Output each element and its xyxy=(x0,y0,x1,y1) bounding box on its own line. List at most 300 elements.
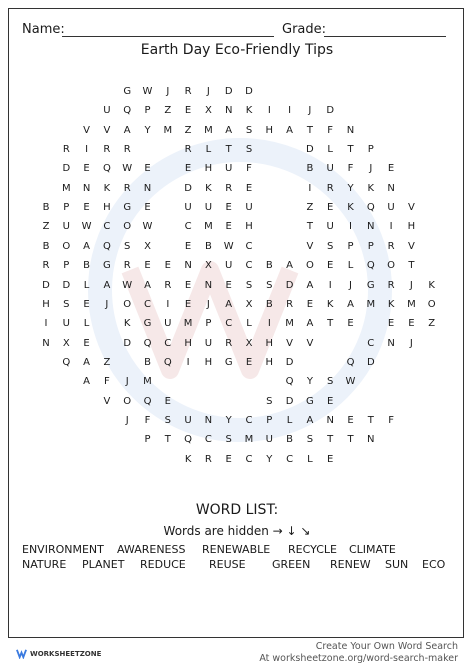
grid-letter[interactable]: V xyxy=(306,337,314,349)
grid-letter[interactable]: F xyxy=(104,376,110,388)
grid-letter[interactable]: A xyxy=(123,124,131,136)
footer-line-1: Create Your Own Word Search xyxy=(315,641,458,652)
grid-letter[interactable]: R xyxy=(286,298,294,310)
grid-letter[interactable]: H xyxy=(265,356,274,368)
grid-letter[interactable]: L xyxy=(205,144,212,156)
word-list-row xyxy=(22,543,452,558)
grid-letter[interactable]: C xyxy=(245,414,253,426)
grid-letter[interactable]: C xyxy=(103,221,111,233)
grid-letter[interactable]: K xyxy=(123,318,131,330)
worksheetzone-logo[interactable] xyxy=(16,648,101,659)
grid-letter[interactable]: F xyxy=(246,163,252,175)
grid-letter[interactable]: H xyxy=(245,221,253,233)
grid-letter[interactable]: G xyxy=(224,356,233,368)
grid-letter[interactable]: G xyxy=(143,318,152,330)
grid-letter[interactable]: N xyxy=(42,337,50,349)
grid-letter[interactable]: G xyxy=(103,260,111,272)
grid-letter[interactable]: U xyxy=(245,202,253,214)
grid-letter[interactable]: B xyxy=(144,356,151,368)
grid-letter[interactable]: E xyxy=(387,163,395,175)
grid-letter[interactable]: L xyxy=(83,279,90,291)
grid-letter[interactable]: R xyxy=(103,144,111,156)
grid-letter[interactable]: P xyxy=(144,434,151,446)
grid-letter[interactable]: F xyxy=(327,124,334,136)
grid-letter[interactable]: K xyxy=(367,182,375,194)
grid-letter[interactable]: S xyxy=(245,124,253,136)
grid-letter[interactable]: N xyxy=(326,414,334,426)
directions-note: Words are hidden → ↓ ↘ xyxy=(163,524,311,538)
grid-letter[interactable]: A xyxy=(306,414,314,426)
grid-letter[interactable]: T xyxy=(327,434,334,446)
grid-letter[interactable]: V xyxy=(103,395,111,407)
grid-letter[interactable]: R xyxy=(184,86,192,97)
grid-letter[interactable]: L xyxy=(327,144,333,156)
grid-letter[interactable]: O xyxy=(123,298,132,310)
grid-letter[interactable]: D xyxy=(184,182,192,194)
grid-letter[interactable]: A xyxy=(103,279,111,291)
grid-letter[interactable]: Z xyxy=(184,124,192,136)
grid-letter[interactable]: M xyxy=(204,221,213,233)
grid-letter[interactable]: T xyxy=(347,144,354,156)
grid-letter[interactable]: F xyxy=(347,163,354,175)
grid-letter[interactable]: E xyxy=(245,182,253,194)
grid-letter[interactable]: Q xyxy=(184,434,193,446)
grid-letter[interactable]: P xyxy=(367,240,374,252)
grid-letter[interactable]: O xyxy=(305,260,314,272)
grid-letter[interactable]: S xyxy=(327,240,334,252)
grid-letter[interactable]: D xyxy=(285,356,294,368)
grid-letter[interactable]: F xyxy=(144,414,151,426)
grid-letter[interactable]: U xyxy=(103,105,111,117)
grid-letter[interactable]: E xyxy=(83,202,90,214)
grid-letter[interactable]: M xyxy=(183,318,193,330)
grid-letter[interactable]: Q xyxy=(285,376,294,388)
grid-letter[interactable]: H xyxy=(103,202,111,214)
grid-letter[interactable]: M xyxy=(244,434,254,446)
grid-letter[interactable]: H xyxy=(204,356,213,368)
grid-letter[interactable]: W xyxy=(122,163,133,175)
grid-letter[interactable]: U xyxy=(225,163,233,175)
grid-letter[interactable]: E xyxy=(184,105,192,117)
grid-letter[interactable]: K xyxy=(184,453,192,465)
grid-letter[interactable]: J xyxy=(166,86,170,97)
grid-letter[interactable]: C xyxy=(367,337,375,349)
grid-letter[interactable]: D xyxy=(245,86,253,97)
grid-letter[interactable]: E xyxy=(164,395,171,407)
grid-letter[interactable]: J xyxy=(206,86,210,97)
grid-letter[interactable]: S xyxy=(164,414,171,426)
grid-letter[interactable]: C xyxy=(144,298,151,310)
grid-letter[interactable]: E xyxy=(408,318,415,330)
grid-letter[interactable]: U xyxy=(62,221,70,233)
grid-letter[interactable]: U xyxy=(184,202,192,214)
word-list-item: RENEWABLE xyxy=(202,543,271,556)
grid-letter[interactable]: U xyxy=(204,337,213,349)
grid-letter[interactable]: G xyxy=(366,279,375,291)
grid-letter[interactable]: I xyxy=(328,279,332,291)
grid-letter[interactable]: V xyxy=(103,124,111,136)
grid-letter[interactable]: Q xyxy=(163,356,172,368)
grid-letter[interactable]: X xyxy=(245,298,253,310)
word-list xyxy=(22,543,452,573)
grid-letter[interactable]: Q xyxy=(102,240,111,252)
grid-letter[interactable]: C xyxy=(184,221,192,233)
grid-letter[interactable]: S xyxy=(266,279,273,291)
grid-letter[interactable]: M xyxy=(163,124,173,136)
grid-letter[interactable]: E xyxy=(83,163,90,175)
grid-letter[interactable]: T xyxy=(306,124,313,136)
grid-letter[interactable]: N xyxy=(224,105,233,117)
grid-letter[interactable]: N xyxy=(367,221,375,233)
grid-letter[interactable]: Z xyxy=(428,318,436,330)
grid-letter[interactable]: S xyxy=(306,434,314,446)
grid-letter[interactable]: E xyxy=(184,163,192,175)
word-list-item: PLANET xyxy=(82,558,125,571)
grid-letter[interactable]: O xyxy=(123,221,132,233)
grid-letter[interactable]: Q xyxy=(366,202,375,214)
grid-letter[interactable]: Z xyxy=(42,221,50,233)
grid-letter[interactable]: L xyxy=(286,414,293,426)
grid-letter[interactable]: D xyxy=(123,337,132,349)
grid-letter[interactable]: E xyxy=(164,260,171,272)
grid-letter[interactable]: M xyxy=(204,124,213,136)
grid-letter[interactable]: G xyxy=(306,395,314,407)
grid-letter[interactable]: J xyxy=(105,298,109,310)
grid-letter[interactable]: C xyxy=(245,453,253,465)
grid-letter[interactable]: Y xyxy=(266,453,273,465)
grid-letter[interactable]: A xyxy=(347,298,354,310)
grid-letter[interactable]: E xyxy=(225,202,232,214)
grid-letter[interactable]: M xyxy=(366,298,376,310)
grid-letter[interactable]: R xyxy=(326,182,334,194)
grid-letter[interactable]: I xyxy=(267,318,271,330)
grid-letter[interactable]: Q xyxy=(366,260,375,272)
grid-letter[interactable]: O xyxy=(387,260,396,272)
grid-letter[interactable]: R xyxy=(42,260,50,272)
logo-text: WORKSHEETZONE xyxy=(30,649,102,658)
grid-letter[interactable]: B xyxy=(42,202,50,214)
grid-letter[interactable]: V xyxy=(83,124,91,136)
word-list-item: RENEW xyxy=(330,558,371,571)
grid-letter[interactable]: W xyxy=(223,240,234,252)
grid-letter[interactable]: E xyxy=(83,337,90,349)
grid-letter[interactable]: R xyxy=(123,260,131,272)
grid-letter[interactable]: R xyxy=(225,182,233,194)
grid-letter[interactable]: R xyxy=(387,279,395,291)
grid-letter[interactable]: E xyxy=(387,318,395,330)
grid-letter[interactable]: B xyxy=(265,298,273,310)
grid-letter[interactable]: P xyxy=(144,105,151,117)
grid-letter[interactable]: X xyxy=(62,337,70,349)
grid-letter[interactable]: T xyxy=(408,260,415,272)
word-list-title: WORD LIST: xyxy=(195,502,279,518)
grid-letter[interactable]: M xyxy=(285,318,294,330)
grid-letter[interactable]: E xyxy=(184,298,192,310)
grid-letter[interactable]: I xyxy=(186,356,190,368)
grid-letter[interactable]: B xyxy=(83,260,91,272)
grid-letter[interactable]: R xyxy=(164,279,172,291)
grid-letter[interactable]: S xyxy=(124,240,131,252)
grid-letter[interactable]: Z xyxy=(103,356,111,368)
grid-letter[interactable]: E xyxy=(144,260,151,272)
grid-letter[interactable]: N xyxy=(387,182,395,194)
grid-letter[interactable]: A xyxy=(286,260,294,272)
grid-letter[interactable]: I xyxy=(85,144,89,156)
grid-letter[interactable]: D xyxy=(326,105,335,117)
grid-letter[interactable]: F xyxy=(388,414,394,426)
grid-letter[interactable]: J xyxy=(369,163,373,175)
grid-letter[interactable]: W xyxy=(142,86,153,97)
grid-letter[interactable]: E xyxy=(184,279,192,291)
grid-letter[interactable]: J xyxy=(349,279,352,291)
grid-letter[interactable]: Q xyxy=(123,105,132,117)
grid-letter[interactable]: J xyxy=(206,298,210,310)
grid-letter[interactable]: H xyxy=(407,221,416,233)
grid-letter[interactable]: K xyxy=(326,298,334,310)
grid-letter[interactable]: W xyxy=(345,376,356,388)
grid-letter[interactable]: C xyxy=(286,453,294,465)
grid-letter[interactable]: P xyxy=(347,240,354,252)
word-list-item: AWARENESS xyxy=(117,543,186,556)
footer-promo[interactable] xyxy=(259,641,458,665)
grid-letter[interactable]: Q xyxy=(102,163,111,175)
grid-letter[interactable]: K xyxy=(387,298,395,310)
grid-letter[interactable]: E xyxy=(184,240,192,252)
grid-letter[interactable]: Y xyxy=(144,124,151,136)
grid-letter[interactable]: A xyxy=(225,124,233,136)
grid-letter[interactable]: E xyxy=(225,221,232,233)
grid-letter[interactable]: R xyxy=(123,182,131,194)
word-list-item: REDUCE xyxy=(140,558,186,571)
grid-letter[interactable]: G xyxy=(123,202,132,214)
grid-letter[interactable]: E xyxy=(225,279,232,291)
grid-letter[interactable]: E xyxy=(347,414,354,426)
grid-letter[interactable]: S xyxy=(266,395,273,407)
grid-letter[interactable]: A xyxy=(83,356,91,368)
grid-letter[interactable]: I xyxy=(389,221,393,233)
grid-letter[interactable]: E xyxy=(306,298,314,310)
grid-letter[interactable]: A xyxy=(83,376,91,388)
grid-letter[interactable]: E xyxy=(225,453,232,465)
word-list-item: GREEN xyxy=(272,558,311,571)
grid-letter[interactable]: P xyxy=(266,414,273,426)
grid-letter[interactable]: Z xyxy=(306,202,314,214)
grid-letter[interactable]: E xyxy=(327,395,334,407)
grid-letter[interactable]: X xyxy=(245,337,253,349)
name-label: Name: xyxy=(22,22,65,37)
grid-letter[interactable]: I xyxy=(308,182,312,194)
grid-letter[interactable]: D xyxy=(306,144,314,156)
grid-letter[interactable]: K xyxy=(347,202,354,214)
grid-letter[interactable]: A xyxy=(306,318,314,330)
grid-letter[interactable]: N xyxy=(346,124,355,136)
grid-letter[interactable]: N xyxy=(387,337,395,349)
grid-letter[interactable]: U xyxy=(204,202,213,214)
grid-letter[interactable]: Z xyxy=(164,105,172,117)
word-list-item: SUN xyxy=(385,558,409,571)
grid-letter[interactable]: V xyxy=(306,240,314,252)
grid-letter[interactable]: V xyxy=(286,337,294,349)
grid-letter[interactable]: C xyxy=(164,337,172,349)
word-list-item: NATURE xyxy=(22,558,67,571)
grid-letter[interactable]: I xyxy=(44,318,48,330)
grid-letter[interactable]: L xyxy=(246,318,252,330)
grid-letter[interactable]: N xyxy=(143,182,152,194)
grid-letter[interactable]: I xyxy=(349,221,352,233)
grid-letter[interactable]: P xyxy=(63,260,70,272)
grid-letter[interactable]: B xyxy=(42,240,50,252)
grid-letter[interactable]: J xyxy=(125,414,129,426)
grid-letter[interactable]: J xyxy=(409,337,413,349)
grid-letter[interactable]: U xyxy=(62,318,70,330)
grid-letter[interactable]: T xyxy=(367,414,374,426)
grid-letter[interactable]: K xyxy=(245,105,253,117)
grid-letter[interactable]: C xyxy=(225,318,233,330)
grid-letter[interactable]: D xyxy=(366,356,375,368)
grid-letter[interactable]: W xyxy=(142,221,153,233)
grid-letter[interactable]: M xyxy=(143,376,152,388)
grid-letter[interactable]: U xyxy=(265,434,273,446)
grid-letter[interactable]: A xyxy=(144,279,151,291)
grid-letter[interactable]: N xyxy=(367,434,375,446)
grid-letter[interactable]: A xyxy=(306,279,314,291)
grade-label: Grade: xyxy=(282,22,327,37)
grid-letter[interactable]: S xyxy=(245,144,253,156)
grid-letter[interactable]: J xyxy=(409,279,413,291)
grid-letter[interactable]: Y xyxy=(225,414,232,426)
grid-letter[interactable]: C xyxy=(204,434,212,446)
grid-letter[interactable]: B xyxy=(265,260,273,272)
grid-letter[interactable]: A xyxy=(83,240,91,252)
grid-letter[interactable]: P xyxy=(367,144,374,156)
grid-letter[interactable]: O xyxy=(62,240,71,252)
grid-letter[interactable]: E xyxy=(245,356,253,368)
grid-letter[interactable]: E xyxy=(347,318,354,330)
grid-letter[interactable]: B xyxy=(286,434,294,446)
grid-letter[interactable]: Q xyxy=(143,395,152,407)
grid-letter[interactable]: L xyxy=(83,318,90,330)
grid-letter[interactable]: A xyxy=(286,124,294,136)
word-list-item: ENVIRONMENT xyxy=(22,543,104,556)
word-list-item: REUSE xyxy=(209,558,246,571)
grid-letter[interactable]: T xyxy=(225,144,232,156)
grid-letter[interactable]: H xyxy=(42,298,50,310)
grid-letter[interactable]: R xyxy=(387,240,395,252)
grid-letter[interactable]: U xyxy=(326,221,334,233)
grid-letter[interactable]: K xyxy=(103,182,111,194)
grid-letter[interactable]: S xyxy=(225,434,232,446)
grid-letter[interactable]: N xyxy=(204,279,213,291)
grid-letter[interactable]: V xyxy=(407,202,415,214)
grid-letter[interactable]: H xyxy=(204,163,213,175)
grid-letter[interactable]: R xyxy=(184,144,192,156)
grid-letter[interactable]: J xyxy=(308,105,312,117)
grid-letter[interactable]: D xyxy=(62,279,71,291)
grid-letter[interactable]: B xyxy=(306,163,314,175)
grid-letter[interactable]: O xyxy=(427,298,436,310)
grid-letter[interactable]: E xyxy=(327,453,334,465)
grid-letter[interactable]: P xyxy=(205,318,212,330)
grid-letter[interactable]: T xyxy=(164,434,171,446)
grid-letter[interactable]: J xyxy=(125,376,129,388)
grid-letter[interactable]: Y xyxy=(306,376,313,388)
grid-letter[interactable]: W xyxy=(81,221,92,233)
grid-letter[interactable]: L xyxy=(307,453,313,465)
grid-letter[interactable]: Q xyxy=(62,356,71,368)
grid-letter[interactable]: X xyxy=(144,240,151,252)
grid-letter[interactable]: H xyxy=(184,337,192,349)
grid-letter[interactable]: U xyxy=(326,163,334,175)
grid-letter[interactable]: E xyxy=(83,298,90,310)
grid-letter[interactable]: T xyxy=(347,434,354,446)
grid-letter[interactable]: R xyxy=(123,144,131,156)
grid-letter[interactable]: Q xyxy=(143,337,152,349)
grid-letter[interactable]: H xyxy=(265,337,274,349)
grid-letter[interactable]: S xyxy=(245,279,253,291)
word-list-row xyxy=(22,558,452,573)
grid-letter[interactable]: T xyxy=(306,221,313,233)
grid-letter[interactable]: D xyxy=(285,395,294,407)
grid-letter[interactable]: N xyxy=(204,414,213,426)
grid-letter[interactable]: M xyxy=(407,298,416,310)
grid-letter[interactable]: X xyxy=(204,260,212,272)
grid-letter[interactable]: I xyxy=(288,105,292,117)
grid-letter[interactable]: A xyxy=(225,298,233,310)
grid-letter[interactable]: R xyxy=(204,453,212,465)
grid-letter[interactable]: M xyxy=(61,182,71,194)
word-list-item: RECYCLE xyxy=(288,543,337,556)
grid-letter[interactable]: Q xyxy=(346,356,355,368)
grid-letter[interactable]: Y xyxy=(347,182,354,194)
grid-letter[interactable]: K xyxy=(205,182,212,194)
grid-letter[interactable]: D xyxy=(42,279,50,291)
grid-letter[interactable]: E xyxy=(327,260,334,272)
grid-letter[interactable]: T xyxy=(327,318,334,330)
grid-letter[interactable]: W xyxy=(122,279,133,291)
grid-letter[interactable]: N xyxy=(82,182,91,194)
grid-letter[interactable]: U xyxy=(387,202,395,214)
grid-letter[interactable]: P xyxy=(63,202,70,214)
grid-letter[interactable]: N xyxy=(184,260,192,272)
grid-letter[interactable]: D xyxy=(285,279,294,291)
grid-letter[interactable]: G xyxy=(123,86,132,97)
grid-letter[interactable]: R xyxy=(225,337,233,349)
grid-letter[interactable]: B xyxy=(204,240,212,252)
grid-letter[interactable]: E xyxy=(144,163,151,175)
grid-letter[interactable]: E xyxy=(144,202,151,214)
grid-letter[interactable]: D xyxy=(224,86,233,97)
grid-letter[interactable]: V xyxy=(407,240,415,252)
word-list-item: CLIMATE xyxy=(349,543,396,556)
grid-letter[interactable]: U xyxy=(164,318,172,330)
grid-letter[interactable]: S xyxy=(63,298,70,310)
grid-letter[interactable]: R xyxy=(62,144,70,156)
grid-letter[interactable]: C xyxy=(245,260,253,272)
grid-letter[interactable]: K xyxy=(428,279,435,291)
grid-letter[interactable]: C xyxy=(245,240,253,252)
grid-letter[interactable]: U xyxy=(225,260,233,272)
grid-letter[interactable]: X xyxy=(204,105,212,117)
grid-letter[interactable]: U xyxy=(184,414,192,426)
grid-letter[interactable]: L xyxy=(347,260,354,272)
grid-letter[interactable]: I xyxy=(267,105,271,117)
grid-letter[interactable]: H xyxy=(265,124,274,136)
grid-letter[interactable]: I xyxy=(166,298,170,310)
grid-letter[interactable]: O xyxy=(123,395,132,407)
grid-letter[interactable]: E xyxy=(327,202,334,214)
grid-letter[interactable]: S xyxy=(327,376,334,388)
grid-letter[interactable]: D xyxy=(62,163,71,175)
